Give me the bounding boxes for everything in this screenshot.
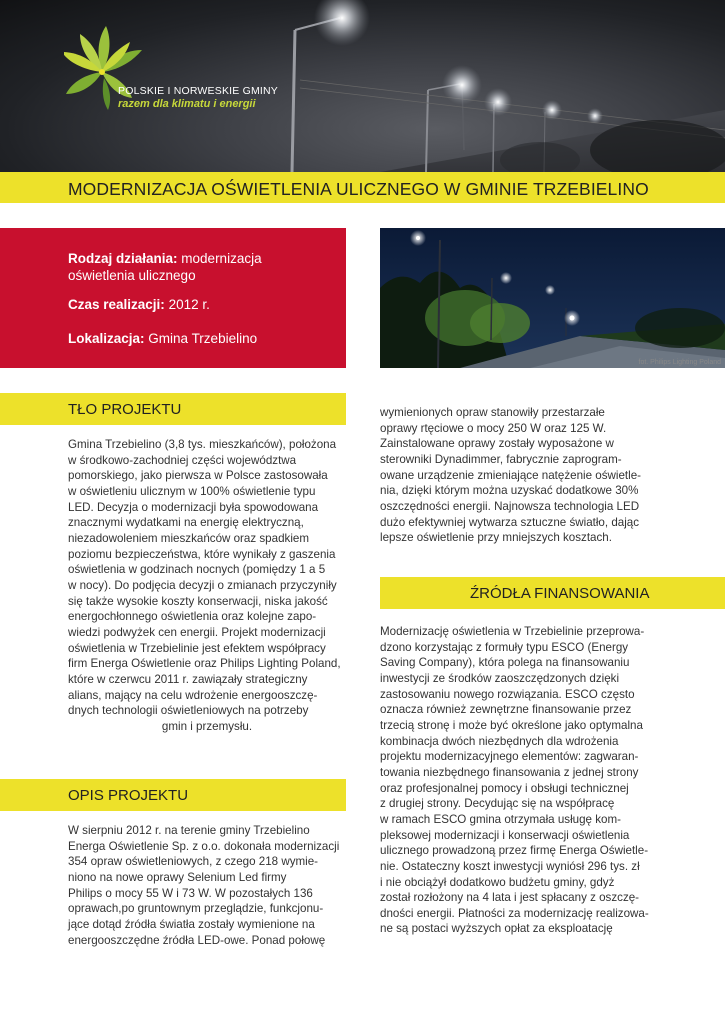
section-header-funding [380,577,725,609]
realization-time-value: 2012 r. [168,297,210,312]
text-line: Modernizację oświetlenia w Trzebielinie przeprowa- [380,625,645,638]
text-line: W sierpniu 2012 r. na terenie gminy Trzebielino [68,824,310,837]
text-line: i nie obciążył dodatkowo budżetu gminy, gdyż [380,875,615,889]
text-line: jące dotąd źródła światła zostały wymienione na [68,917,315,931]
text-line: Zainstalowane oprawy zostały wyposażone w [380,437,614,451]
text-line: trzecią stronę i może być określone jako optymalna [380,718,643,732]
street-led-night-image [380,228,725,368]
title-band [0,172,725,203]
text-line: dności energii. Płatności za modernizację realizowa- [380,906,649,920]
text-line: alians, mający na celu wdrożenie energooszczę- [68,688,318,702]
description-text [68,823,346,948]
action-type [68,250,262,284]
description-text-continued [380,405,657,546]
section-header-background [0,393,346,425]
text-line: lepsze oświetlenie przy mniejszych kosztach. [380,531,612,545]
text-line: dużo efektywniej wytwarza sztuczne światło, dając [380,515,640,529]
location [68,330,257,347]
text-line: oświetlenia w godzinach nocnych (pomiędzy 1 a 5 [68,563,326,577]
text-line: się także wysokie koszty konserwacji, niska jakość [68,594,328,608]
logo-line-2: razem dla klimatu i energii [118,98,256,110]
text-line: znacznymi wydatkami na energię elektryczną, [68,516,304,530]
text-line: poziomu bezpieczeństwa, które wynikały z gaszenia [68,547,336,561]
section-heading-funding: ŹRÓDŁA FINANSOWANIA [470,585,650,602]
text-line: Energa Oświetlenie Sp. z o.o. dokonała modernizacji [68,839,340,853]
text-line: LED. Decyzja o modernizacji była spowodowana [68,500,319,514]
info-box [0,228,346,368]
section-heading-background: TŁO PROJEKTU [68,401,182,418]
text-line: pomorskiego, jako pierwsza w Polsce zastosowała [68,469,328,483]
section-header-description [0,779,346,811]
text-line: w oświetleniu ulicznym w 100% oświetlenie typu [68,484,316,498]
text-line: z drugiej strony. Decydując się na współpracę [380,797,615,811]
realization-time [68,296,210,313]
text-line: wiedzi podwyżek cen energii. Projekt modernizacji [68,625,326,639]
section-heading-description: OPIS PROJEKTU [68,787,189,804]
text-line: oraz profesjonalnej pomocy i obsługi technicznej [380,781,629,795]
location-label: Lokalizacja: [68,331,145,346]
street-photo [380,228,725,368]
text-line: ulicznego prowadzoną przez firmę Energa Oświetle- [380,844,649,858]
text-line: firm Energa Oświetlenie oraz Philips Lighting Poland, [68,657,341,671]
text-line: został rozłożony na 4 lata i jest spłacany z oszczę- [380,891,640,905]
text-line: ne są postaci wyższych opłat za eksploatację [380,922,613,936]
text-line: towania niezbędnego finansowania z jednej strony [380,765,639,779]
realization-time-label: Czas realizacji: [68,297,165,312]
text-line: Saving Company), która polega na finansowaniu [380,656,630,670]
text-line: energochłonnego oświetlenia oraz kolejne zapo- [68,610,317,624]
text-line: Gmina Trzebielino (3,8 tys. mieszkańców), położona [68,438,337,451]
text-line: dzono korzystając z formuły typu ESCO (Energy [380,640,629,654]
text-line: dnych technologii oświetleniowych na potrzeby [68,704,309,718]
text-line: niono na nowe oprawy Selenium Led firmy [68,870,287,884]
text-line: sterowniki Dynadimmer, fabrycznie zaprogram- [380,452,622,466]
photo-credit: fot. Philips Lighting Poland [638,359,721,366]
text-line: 354 opraw oświetleniowych, z czego 218 wymie- [68,855,319,869]
header-photo [0,0,725,172]
text-line: oświetlenia w Trzebielinie jest efektem współpracy [68,641,326,655]
location-value: Gmina Trzebielino [148,331,258,346]
text-line: oprawach,po gruntownym przeglądzie, funkcjonu- [68,902,324,916]
text-line: gmin i przemysłu. [161,719,253,733]
text-line: wymienionych opraw stanowiły przestarzałe [380,406,605,419]
text-line: pleksowej modernizacji i konserwacji oświetlenia [380,828,630,842]
text-line: energooszczędne źródła LED-owe. Ponad połowę [68,933,326,947]
text-line: w środkowo-zachodniej części województwa [68,453,297,467]
text-line: inwestycji ze środków zaoszczędzonych dzięki [380,671,620,685]
funding-text [380,624,657,937]
text-line: nie. Ostateczny koszt inwestycji wyniósł 296 tys. zł [380,859,640,873]
logo-line-1: POLSKIE I NORWESKIE GMINY [118,85,279,97]
page-title: MODERNIZACJA OŚWIETLENIA ULICZNEGO W GMINIE TRZEBIELINO [68,179,649,199]
text-line: Philips o mocy 55 W i 73 W. W pozostałych 136 [68,886,313,900]
text-line: w ramach ESCO gmina otrzymała usługę kom- [380,812,621,826]
text-line: oznacza również zewnętrzne finansowanie przez [380,703,632,717]
text-line: niezadowoleniem mieszkańców oraz spadkiem [68,531,310,545]
action-type-label: Rodzaj działania: [68,251,178,266]
text-line: w nocy). Do podjęcia decyzji o zmianach przyczyniły [68,578,337,592]
text-line: nia, dzięki którym można uzyskać dodatkowe 30% [380,484,639,498]
action-type-value-2: oświetlenia ulicznego [68,268,196,283]
action-type-value-1: modernizacja [181,251,262,266]
background-text [68,437,346,734]
text-line: projektu modernizacyjnego elementów: zagwaran- [380,750,639,764]
text-line: kombinacja dwóch niezbędnych dla wdrożenia [380,734,619,748]
text-line: owane urządzenie zmieniające natężenie oświetle- [380,468,642,482]
text-line: oprawy rtęciowe o mocy 250 W oraz 125 W. [380,421,607,435]
text-line: oszczędności energii. Najnowsza technologia LED [380,499,640,513]
text-line: zastosowaniu nowego rozwiązania. ESCO często [380,687,635,701]
text-line: które w czerwcu 2011 r. zawiązały strategiczny [68,672,308,686]
